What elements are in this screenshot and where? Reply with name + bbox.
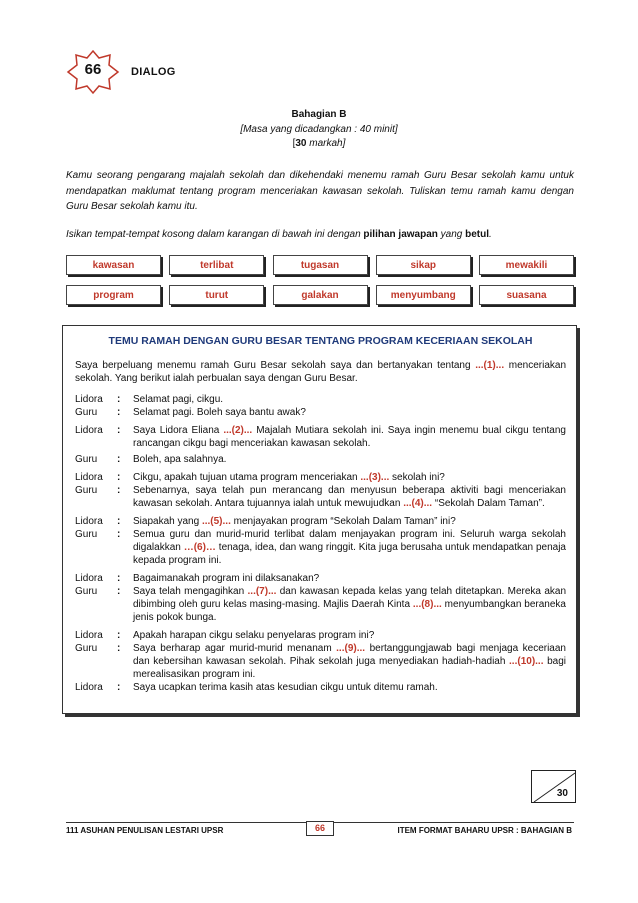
dialog-line: Lidora : Saya ucapkan terima kasih atas kesudian cikgu untuk ditemu ramah.: [75, 681, 566, 694]
blank-1[interactable]: ...(1)...: [475, 360, 505, 371]
footer-book-title: 111 ASUHAN PENULISAN LESTARI UPSR: [66, 826, 224, 835]
blank-3[interactable]: ...(3)...: [360, 472, 390, 483]
speaker-name: Lidora: [75, 573, 103, 584]
speaker-name: Guru: [75, 529, 98, 540]
section-title: Bahagian B: [291, 109, 347, 120]
score-box: [531, 770, 576, 803]
speaker-name: Lidora: [75, 516, 103, 527]
dialog-title: TEMU RAMAH DENGAN GURU BESAR TENTANG PROGRAM KECERIAAN SEKOLAH: [108, 335, 533, 347]
dialog-line: Guru : Selamat pagi. Boleh saya bantu awak?: [75, 406, 566, 419]
page-number: 66: [306, 821, 334, 836]
utterance: Bagaimanakah program ini dilaksanakan?: [133, 573, 320, 584]
utterance: Saya telah mengagihkan ...(7)... dan kawasan kepada kelas yang telah ditetapkan. Mereka akan dibimbing oleh guru kelas masing-masing. Majlis Daerah Kinta ...(8)... menyumbangkan beraneka jenis pokok bunga.: [133, 586, 567, 623]
speaker-name: Guru: [75, 485, 98, 496]
speaker-name: Guru: [75, 407, 98, 418]
dialog-line: Guru : Semua guru dan murid-murid terlibat dalam menjayakan program ini. Seluruh warga sekolah digalakkan …(6)… tenaga, idea, dan wang ringgit. Kita juga berusaha untuk mendapatkan penaja kepada program ini.: [75, 529, 566, 566]
marks-value: 30: [295, 138, 307, 149]
dialog-exchange: [75, 629, 566, 694]
dialog-exchange: [75, 393, 566, 419]
badge-number: 66: [84, 61, 102, 78]
word-option[interactable]: suasana: [479, 285, 574, 305]
speaker-name: Lidora: [75, 682, 103, 693]
blank-8[interactable]: ...(8)...: [412, 599, 442, 610]
speaker-name: Lidora: [75, 630, 103, 641]
word-option[interactable]: program: [66, 285, 161, 305]
dialog-line: Lidora : Siapakah yang ...(5)... menjayakan program “Sekolah Dalam Taman” ini?: [75, 515, 566, 528]
speaker-name: Guru: [75, 454, 98, 465]
dialog-exchange: [75, 424, 566, 466]
blank-6[interactable]: …(6)…: [183, 542, 216, 553]
dialog-line: Lidora : Bagaimanakah program ini dilaksanakan?: [75, 572, 566, 585]
dialog-passage: [62, 325, 577, 714]
word-option[interactable]: galakan: [273, 285, 368, 305]
speaker-name: Guru: [75, 586, 98, 597]
word-option[interactable]: terlibat: [169, 255, 264, 275]
blank-7[interactable]: ...(7)...: [247, 586, 277, 597]
word-option[interactable]: kawasan: [66, 255, 161, 275]
diagonal-divider: [532, 771, 577, 804]
utterance: Sebenarnya, saya telah pun merancang dan menyusun beberapa aktiviti bagi menceriakan kawasan sekolah. Antara tujuannya ialah untuk mewujudkan ...(4)... “Sekolah Dalam Taman”.: [133, 485, 566, 509]
dialog-intro: Saya berpeluang menemu ramah Guru Besar sekolah saya dan bertanyakan tentang ...(1)... menceriakan sekolah. Yang berikut ialah perbualan saya dengan Guru Besar.: [75, 360, 567, 384]
utterance: Semua guru dan murid-murid terlibat dalam menjayakan program ini. Seluruh warga sekolah digalakkan …(6)… tenaga, idea, dan wang ringgit. Kita juga berusaha untuk mendapatkan penaja kepada program ini.: [133, 529, 566, 566]
word-option[interactable]: tugasan: [273, 255, 368, 275]
word-bank: [66, 255, 574, 315]
utterance: Saya berharap agar murid-murid menanam ...(9)... bertanggungjawab bagi menjaga keceriaan dan kebersihan kawasan sekolah. Pihak sekolah juga menyediakan hadiah-hadiah ...(10)... bagi merealisasikan program ini.: [133, 643, 566, 680]
utterance: Saya ucapkan terima kasih atas kesudian cikgu untuk ditemu ramah.: [133, 682, 438, 693]
dialog-line: Lidora : Apakah harapan cikgu selaku penyelaras program ini?: [75, 629, 566, 642]
utterance: Saya Lidora Eliana ...(2)... Majalah Mutiara sekolah ini. Saya ingin menemu bual cikgu tentang rancangan cikgu bagi menceriakan kawasan sekolah.: [133, 425, 566, 449]
word-option[interactable]: turut: [169, 285, 264, 305]
blank-10[interactable]: ...(10)...: [509, 656, 544, 667]
blank-2[interactable]: ...(2)...: [223, 425, 253, 436]
word-option[interactable]: mewakili: [479, 255, 574, 275]
utterance: Boleh, apa salahnya.: [133, 454, 227, 465]
suggested-time: [Masa yang dicadangkan : 40 minit]: [240, 124, 398, 135]
dialog-line: Lidora : Saya Lidora Eliana ...(2)... Majalah Mutiara sekolah ini. Saya ingin menemu bual cikgu tentang rancangan cikgu bagi menceriakan kawasan sekolah.: [75, 425, 566, 449]
question-number-badge: [66, 49, 120, 95]
blank-5[interactable]: ...(5)...: [201, 516, 231, 527]
blank-4[interactable]: ...(4)...: [403, 498, 433, 509]
dialog-line: Guru : Sebenarnya, saya telah pun merancang dan menyusun beberapa aktiviti bagi menceriakan kawasan sekolah. Antara tujuannya ialah untuk mewujudkan ...(4)... “Sekolah Dalam Taman”.: [75, 485, 566, 509]
utterance: Siapakah yang ...(5)... menjayakan program “Sekolah Dalam Taman” ini?: [133, 516, 456, 527]
word-bank-row: [66, 285, 574, 305]
total-marks: 30: [556, 788, 568, 799]
dialog-exchange: [75, 515, 566, 567]
speaker-name: Guru: [75, 643, 98, 654]
word-bank-row: [66, 255, 574, 275]
dialog-line: Lidora : Cikgu, apakah tujuan utama program menceriakan ...(3)... sekolah ini?: [75, 471, 566, 484]
footer-section-label: ITEM FORMAT BAHARU UPSR : BAHAGIAN B: [397, 826, 572, 835]
utterance: Selamat pagi, cikgu.: [133, 394, 224, 405]
dialog-line: Guru : Saya telah mengagihkan ...(7)... dan kawasan kepada kelas yang telah ditetapkan. Mereka akan dibimbing oleh guru kelas masing-masing. Majlis Daerah Kinta ...(8)... menyumbangkan beraneka jenis pokok bunga.: [75, 586, 567, 623]
speaker-name: Lidora: [75, 394, 103, 405]
task-instruction: Kamu seorang pengarang majalah sekolah dan dikehendaki menemu ramah Guru Besar sekolah kamu untuk mendapatkan maklumat tentang program menceriakan kawasan sekolah. Tuliskan temu ramah kamu dengan Guru Besar sekolah kamu itu.: [66, 170, 574, 212]
dialog-exchange: [75, 572, 566, 624]
dialog-exchange: [75, 471, 566, 510]
utterance: Apakah harapan cikgu selaku penyelaras program ini?: [133, 630, 375, 641]
section-type-label: DIALOG: [131, 66, 176, 78]
utterance: Selamat pagi. Boleh saya bantu awak?: [133, 407, 306, 418]
blank-9[interactable]: ...(9)...: [336, 643, 366, 654]
speaker-name: Lidora: [75, 425, 103, 436]
word-option[interactable]: sikap: [376, 255, 471, 275]
word-option[interactable]: menyumbang: [376, 285, 471, 305]
marks-label: [30 markah]: [292, 138, 346, 149]
fill-instruction: Isikan tempat-tempat kosong dalam karangan di bawah ini dengan pilihan jawapan yang betul.: [66, 229, 492, 240]
dialog-line: Guru : Saya berharap agar murid-murid menanam ...(9)... bertanggungjawab bagi menjaga keceriaan dan kebersihan kawasan sekolah. Pihak sekolah juga menyediakan hadiah-hadiah ...(10)... bagi merealisasikan program ini.: [75, 643, 566, 680]
utterance: Cikgu, apakah tujuan utama program menceriakan ...(3)... sekolah ini?: [133, 472, 445, 483]
speaker-name: Lidora: [75, 472, 103, 483]
dialog-line: Lidora : Selamat pagi, cikgu.: [75, 393, 566, 406]
dialog-line: Guru : Boleh, apa salahnya.: [75, 453, 566, 466]
